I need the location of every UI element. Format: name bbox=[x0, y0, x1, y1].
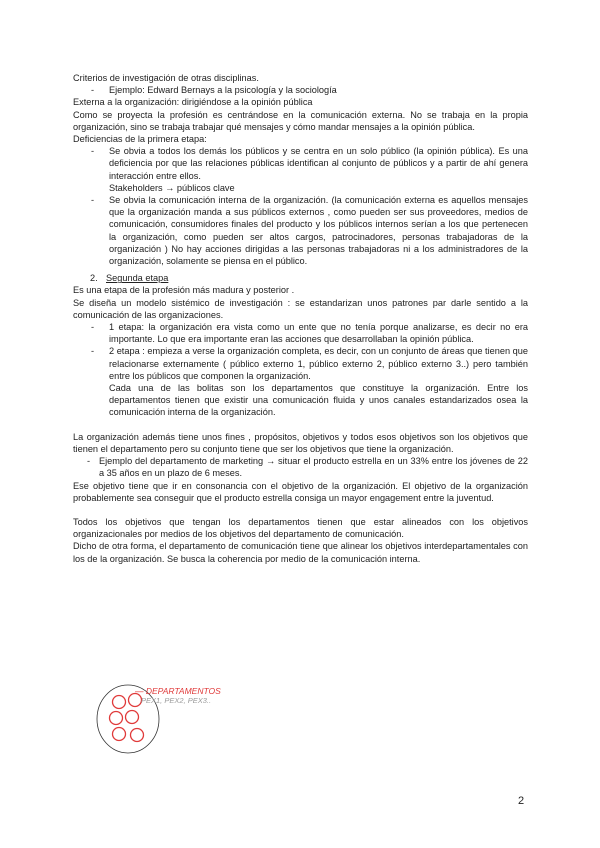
list-item bbox=[73, 194, 528, 267]
list-item bbox=[73, 345, 528, 382]
paragraph: Ese objetivo tiene que ir en consonancia con el objetivo de la organización. El objetivo de la organización probablemente sea conseguir que el producto estrella consiga un mayor engagement entre la juventud. bbox=[73, 480, 528, 503]
paragraph: Es una etapa de la profesión más madura y posterior . bbox=[73, 285, 295, 296]
list-item-continuation: Stakeholders → públicos clave bbox=[109, 182, 235, 193]
list-item-text: Se obvia la comunicación interna de la organización. (la comunicación externa es aquellos mensajes que la organización manda a sus públicos externos , como pueden ser sus proveedores, medios de comunicación, consumidores finales del producto y los públicos internos serían a los que pertenecen la organización, como pueden ser altos cargos, patrocinadores, personas trabajadoras de la organización ) No hay acciones dirigidas a las personas trabajadoras ni a los administradores de la organización, solamente se piensa en el público. bbox=[109, 195, 528, 267]
list-item-text: 1 etapa: la organización era vista como un ente que no tenía porque analizarse, es decir no era importante. Lo que era importante eran las acciones que desarrollaban la opinión pública. bbox=[109, 322, 528, 345]
department-bubbles bbox=[110, 694, 144, 742]
department-bubble bbox=[110, 712, 123, 725]
sketch-label-departamentos: — DEPARTAMENTOS bbox=[135, 686, 221, 696]
department-bubble bbox=[131, 729, 144, 742]
section-title: Segunda etapa bbox=[106, 273, 169, 284]
list-item-text: 2 etapa : empieza a verse la organización completa, es decir, con un conjunto de áreas que tienen que relacionarse externamente ( público externo 1, público externo 2, público externo 3..) pero también entre los públicos que componen la organización. bbox=[109, 346, 528, 381]
department-bubble bbox=[126, 711, 139, 724]
paragraph: Externa a la organización: dirigiéndose a la opinión pública bbox=[73, 97, 313, 108]
list-item-continuation: Cada una de las bolitas son los departamentos que constituye la organización. Entre los departamentos tienen que existir una comunicación fluida y unos canales estandarizados osea la comunicación interna de la organización. bbox=[109, 383, 528, 418]
paragraph: Criterios de investigación de otras disciplinas. bbox=[73, 73, 259, 83]
paragraph: Todos los objetivos que tengan los departamentos tienen que estar alineados con los objetivos organizacionales por medios de los objetivos del departamento de comunicación. bbox=[73, 516, 528, 540]
bullet-dash: - bbox=[91, 346, 95, 357]
list-item-text: Ejemplo del departamento de marketing → situar el producto estrella en un 33% entre los jóvenes de 22 a 35 años en un plazo de 6 meses. bbox=[99, 456, 528, 479]
page-number: 2 bbox=[518, 795, 525, 807]
paragraph: La organización además tiene unos fines , propósitos, objetivos y todos esos objetivos son los objetivos que tienen el departamento pero su conjunto tiene que ser los objetivos que tiene la organización. bbox=[73, 431, 528, 454]
list-item bbox=[73, 455, 528, 479]
list-item bbox=[73, 145, 528, 182]
bullet-dash: - bbox=[91, 85, 95, 96]
paragraph: Deficiencias de la primera etapa: bbox=[73, 134, 207, 145]
section-heading bbox=[73, 272, 528, 284]
department-bubble bbox=[113, 696, 126, 709]
bullet-dash: - bbox=[91, 195, 95, 206]
list-item bbox=[73, 84, 528, 96]
section-number: 2. bbox=[90, 273, 98, 284]
list-item bbox=[73, 321, 528, 345]
bullet-dash: - bbox=[91, 322, 95, 333]
paragraph: Dicho de otra forma, el departamento de comunicación tiene que alinear los objetivos interdepartamentales con los de la organización. Se busca la coherencia por medio de la comunicación interna. bbox=[73, 541, 528, 564]
bullet-dash: - bbox=[91, 146, 95, 157]
paragraph: Se diseña un modelo sistémico de investigación : se estandarizan unos patrones par darle sentido a la comunicación de las organizaciones. bbox=[73, 297, 528, 320]
list-item-text: Se obvia a todos los demás los públicos y se centra en un solo público (la opinión pública). Es una deficiencia por que las relaciones públicas identifican al conjunto de públicos y a partir de ahí genera interacción entre ellos. bbox=[109, 146, 528, 181]
document-body bbox=[73, 72, 528, 565]
bullet-dash: - bbox=[87, 456, 91, 467]
paragraph: Como se proyecta la profesión es centrándose en la comunicación externa. No se trabaja en la propia organización, sino se trabaja trabajar qué mensajes y cómo mandar mensajes a la opinión pública. bbox=[73, 109, 528, 132]
list-item-text: Ejemplo: Edward Bernays a la psicología y la sociología bbox=[109, 85, 337, 96]
departments-sketch bbox=[95, 680, 310, 758]
department-bubble bbox=[113, 728, 126, 741]
sketch-label-publicos: PEX1, PEX2, PEX3.. bbox=[141, 696, 212, 705]
